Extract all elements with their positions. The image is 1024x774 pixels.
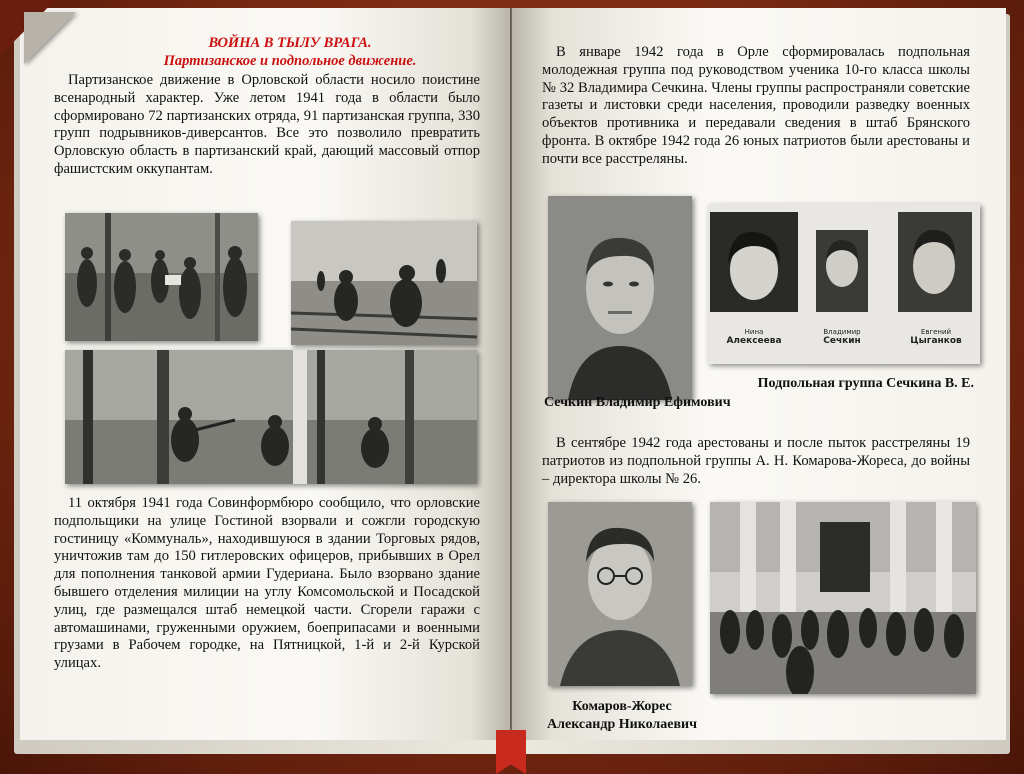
sechkin-caption: Сечкин Владимир Ефимович: [544, 395, 731, 410]
plate-label-3: [892, 328, 980, 346]
komarov-paragraph: В сентябре 1942 года арестованы и после пыток расстреляны 19 патриотов из подпольной группы А. Н. Комарова-Жореса, до войны – директора школы № 26.: [542, 435, 970, 487]
plate-label-2: [802, 328, 882, 346]
left-page: [20, 8, 510, 740]
forest-battle-photo: [65, 350, 477, 484]
plate-last-name: Алексеева: [726, 336, 782, 346]
plate-last-name: Сечкин: [823, 336, 861, 346]
komarov-portrait-photo: [548, 502, 692, 686]
page-subtitle: Партизанское и подпольное движение.: [163, 53, 417, 69]
sovinform-paragraph: 11 октября 1941 года Совинформбюро сообщило, что орловские подпольщики на улице Гостиной взорвали и сожгли городскую гостиницу «Коммуналь», находившуюся в здании Торговых рядов, уничтожив там до 150 гитлеровских офицеров, прибывших в Орел для пополнения танковой армии Гудериана. Было взорвано здание бывшего отделения милиции на углу Комсомольской и Посадской улиц, где размещался штаб немецкой части. Сгорели гаражи с автомашинами, груженными оружием, боеприпасами и военными грузами в Рабочем городке, на Пятницкой, 1-й и 2-й Курской улицах.: [54, 495, 480, 672]
intro-paragraph: Партизанское движение в Орловской области носило поистине всенародный характер. Уже летом 1941 года в области было сформировано 72 партизанских отряда, 91 партизанская группа, 330 групп подрывников-диверсантов. Все это позволило превратить Орловскую область в партизанский край, дающий массовый отпор фашистским оккупантам.: [54, 72, 480, 177]
plate-first-name: Нина: [744, 328, 764, 336]
plate-first-name: Евгений: [920, 328, 952, 336]
crowd-building-photo: [710, 502, 976, 694]
komarov-caption-line2: Александр Николаевич: [547, 717, 697, 732]
page-title: ВОЙНА В ТЫЛУ ВРАГА.: [208, 35, 372, 51]
sechkin-group-plate-photo: [708, 204, 980, 364]
right-page: [512, 8, 1006, 740]
saboteurs-rails-photo: [291, 221, 477, 345]
group-caption: Подпольная группа Сечкина В. Е.: [757, 376, 974, 391]
plate-last-name: Цыганков: [910, 336, 962, 346]
plate-label-1: [710, 328, 798, 346]
partisans-forest-photo: [65, 213, 258, 341]
sechkin-paragraph: В январе 1942 года в Орле сформировалась подпольная молодежная группа под руководством ученика 10-го класса школы № 32 Владимира Сечкина. Члены группы распространяли советские газеты и листовки среди населения, проводили разведку военных объектов противника и передавали сведения в штаб Брянского фронта. В октябре 1942 года 26 юных патриотов были арестованы и почти все расстреляны.: [542, 44, 970, 167]
sechkin-portrait-photo: [548, 196, 692, 400]
komarov-caption-line1: Комаров-Жорес: [572, 699, 672, 714]
page-curl: [24, 12, 76, 64]
plate-first-name: Владимир: [823, 328, 861, 336]
